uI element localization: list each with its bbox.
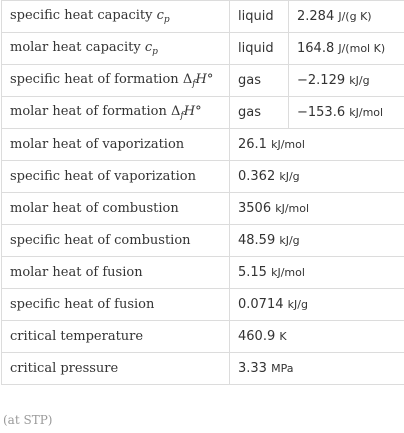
value-cell: 2.284 J/(g K) [289, 1, 404, 33]
property-name: molar heat of fusion [2, 257, 230, 289]
property-name: critical temperature [2, 321, 230, 353]
phase-cell: gas [230, 65, 289, 97]
phase-cell: liquid [230, 33, 289, 65]
value-cell: 3.33 MPa [230, 353, 404, 385]
property-name: molar heat capacity $c_p$ [2, 33, 230, 65]
property-name: specific heat of fusion [2, 289, 230, 321]
property-name: molar heat of formation $\Delta_fH^\circ$ [2, 97, 230, 129]
table-row [2, 161, 404, 193]
table-row [2, 1, 404, 33]
property-name: specific heat of vaporization [2, 161, 230, 193]
table-row [2, 193, 404, 225]
value-cell: −153.6 kJ/mol [289, 97, 404, 129]
properties-table [1, 0, 404, 385]
property-name: specific heat capacity $c_p$ [2, 1, 230, 33]
table-row [2, 353, 404, 385]
value-cell: 3506 kJ/mol [230, 193, 404, 225]
table-row [2, 65, 404, 97]
table-row [2, 33, 404, 65]
property-name: specific heat of combustion [2, 225, 230, 257]
value-cell: 164.8 J/(mol K) [289, 33, 404, 65]
footnote: (at STP) [3, 413, 53, 427]
value-cell: 460.9 K [230, 321, 404, 353]
value-cell: 0.0714 kJ/g [230, 289, 404, 321]
property-name: molar heat of vaporization [2, 129, 230, 161]
table-row [2, 257, 404, 289]
property-name: molar heat of combustion [2, 193, 230, 225]
property-name: critical pressure [2, 353, 230, 385]
value-cell: −2.129 kJ/g [289, 65, 404, 97]
phase-cell: gas [230, 97, 289, 129]
table-row [2, 289, 404, 321]
table-row [2, 321, 404, 353]
table-row [2, 97, 404, 129]
table-row [2, 225, 404, 257]
phase-cell: liquid [230, 1, 289, 33]
value-cell: 48.59 kJ/g [230, 225, 404, 257]
value-cell: 5.15 kJ/mol [230, 257, 404, 289]
value-cell: 26.1 kJ/mol [230, 129, 404, 161]
table-row [2, 129, 404, 161]
property-name: specific heat of formation $\Delta_fH^\circ$ [2, 65, 230, 97]
value-cell: 0.362 kJ/g [230, 161, 404, 193]
